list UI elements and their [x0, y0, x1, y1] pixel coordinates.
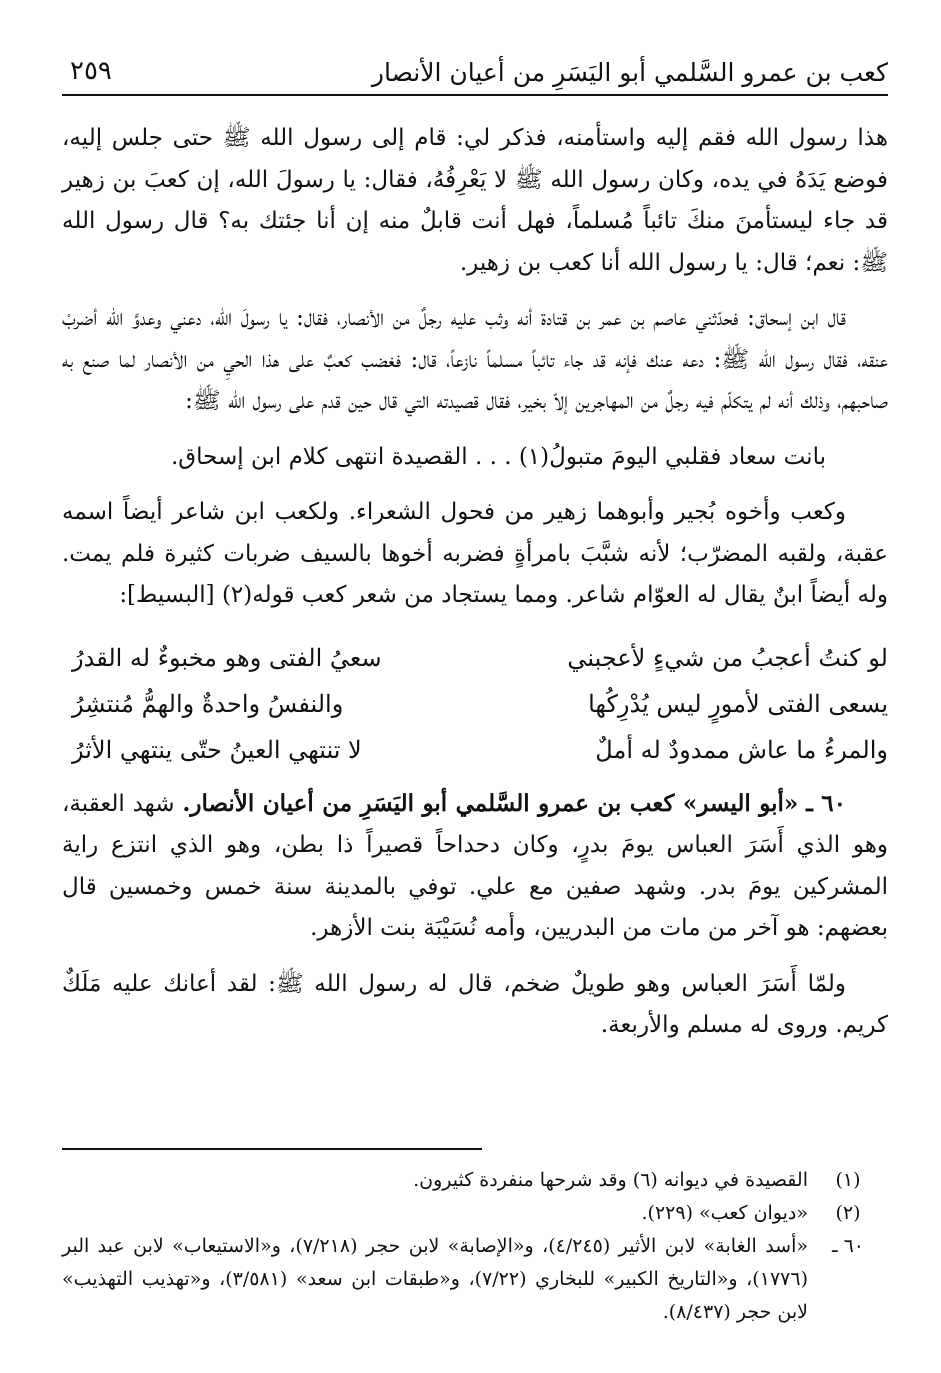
paragraph-5: ولمّا أَسَرَ العباس وهو طويلٌ ضخم، قال له رسول الله ﷺ: لقد أعانك عليه مَلَكٌ كريم. وروى له مسلم والأربعة.: [62, 970, 888, 1038]
footnote-mark: (١): [835, 1169, 861, 1191]
paragraph-2: قال ابن إسحاق: فحدّثني عاصم بن عمر بن قتادة أنه وثب عليه رجلٌ من الأنصار، فقال: يا رسولَ الله، دعني وعدوَّ الله أضربْ عنقه، فقال رسول الله ﷺ: دعه عنك فإنه قد جاء تائباً مسلماً نازعاً، قال: فغضب كعبٌ على هذا الحيِ من الأنصار لما صنع به صاحبهم، وذلك أنه لم يتكلّم فيه رجلٌ من المهاجرين إلاّ بخير، فقال قصيدته التي قال حين قدم على رسول الله ﷺ:: [62, 305, 888, 414]
entry-heading: «أبو اليسر» كعب بن عمرو السَّلمي أبو اليَسَرِ من أعيان الأنصار.: [182, 789, 799, 817]
footnote-text: «ديوان كعب» (٢٢٩).: [641, 1202, 808, 1224]
verse-first-hemistich: يسعى الفتى لأمورٍ ليس يُدْرِكُها: [588, 689, 888, 718]
footnotes: [62, 1164, 888, 1329]
entry-paragraph: [62, 783, 888, 950]
paragraph-3: وكعب وأخوه بُجير وأبوهما زهير من فحول الشعراء. ولكعب ابن شاعر أيضاً اسمه عقبة، ولقبه المضرّب؛ لأنه شبَّبَ بامرأةٍ فضربه أخوها بالسيف ضربات كثيرة فلم يمت. وله أيضاً ابنٌ يقال له العوّام شاعر. ومما يستجاد من شعر كعب قوله(٢) [البسيط]:: [62, 499, 888, 608]
quoted-verse-line: بانت سعاد فقلبي اليومَ متبولُ(١) . . . القصيدة انتهى كلام ابن إسحاق.: [170, 443, 826, 470]
page-number: ٢٥٩: [70, 56, 112, 86]
footnote: [62, 1230, 888, 1329]
verse-second-hemistich: سعيُ الفتى وهو مخبوءٌ له القدرُ: [72, 643, 382, 672]
footnote-mark: (٢): [835, 1202, 861, 1224]
poem-verse: [62, 635, 888, 681]
main-text: [62, 118, 888, 1061]
footnote-text: القصيدة في ديوانه (٦) وقد شرحها منفردة كثيرون.: [413, 1169, 808, 1191]
verse-second-hemistich: لا تنتهي العينُ حتّى ينتهي الأثرُ: [72, 735, 362, 764]
poem-verse: [62, 727, 888, 773]
paragraph-1: هذا رسول الله فقم إليه واستأمنه، فذكر لي: قام إلى رسول الله ﷺ حتى جلس إليه، فوضع يَدَهُ في يده، وكان رسول الله ﷺ لا يَعْرِفُهُ، فقال: يا رسولَ الله، إن كعبَ بن زهير قد جاء ليستأمنَ منكَ تائباً مُسلماً، فهل أنت قابلٌ منه إن أنا جئتك به؟ قال رسول الله ﷺ: نعم؛ قال: يا رسول الله أنا كعب بن زهير.: [62, 125, 888, 276]
verse-first-hemistich: لو كنتُ أعجبُ من شيءٍ لأعجبني: [567, 643, 888, 672]
verse-first-hemistich: والمرءُ ما عاش ممدودٌ له أملٌ: [595, 735, 888, 764]
poem: [62, 635, 888, 773]
footnote: [62, 1164, 888, 1197]
entry-number: ٦٠ ـ: [806, 789, 847, 817]
running-title: كعب بن عمرو السَّلمي أبو اليَسَرِ من أعيان الأنصار: [371, 58, 888, 87]
page-header: [62, 46, 888, 96]
footnote-text: «أسد الغابة» لابن الأثير (٤/٢٤٥)، و«الإصابة» لابن حجر (٧/٢١٨)، و«الاستيعاب» لابن عبد البر (١٧٧٦)، و«التاريخ الكبير» للبخاري (٧/٢٢)، و«طبقات ابن سعد» (٣/٥٨١)، و«تهذيب التهذيب» لابن حجر (٨/٤٣٧).: [62, 1235, 809, 1323]
footnote-separator: [62, 1148, 482, 1150]
footnote-mark: ٦٠ ـ: [831, 1235, 865, 1257]
verse-second-hemistich: والنفسُ واحدةٌ والهمُّ مُنتشِرُ: [72, 689, 344, 718]
entry-text: شهد العقبة، وهو الذي أَسَرَ العباس يومَ بدرٍ، وكان دحداحاً قصيراً ذا بطن، وهو الذي انتزع راية المشركين يومَ بدر. وشهد صفين مع علي. توفي بالمدينة سنة خمس وخمسين قال بعضهم: هو آخر من مات من البدريين، وأمه نُسَيْبَة بنت الأزهر.: [62, 790, 888, 941]
poem-verse: [62, 681, 888, 727]
footnote: [62, 1197, 888, 1230]
